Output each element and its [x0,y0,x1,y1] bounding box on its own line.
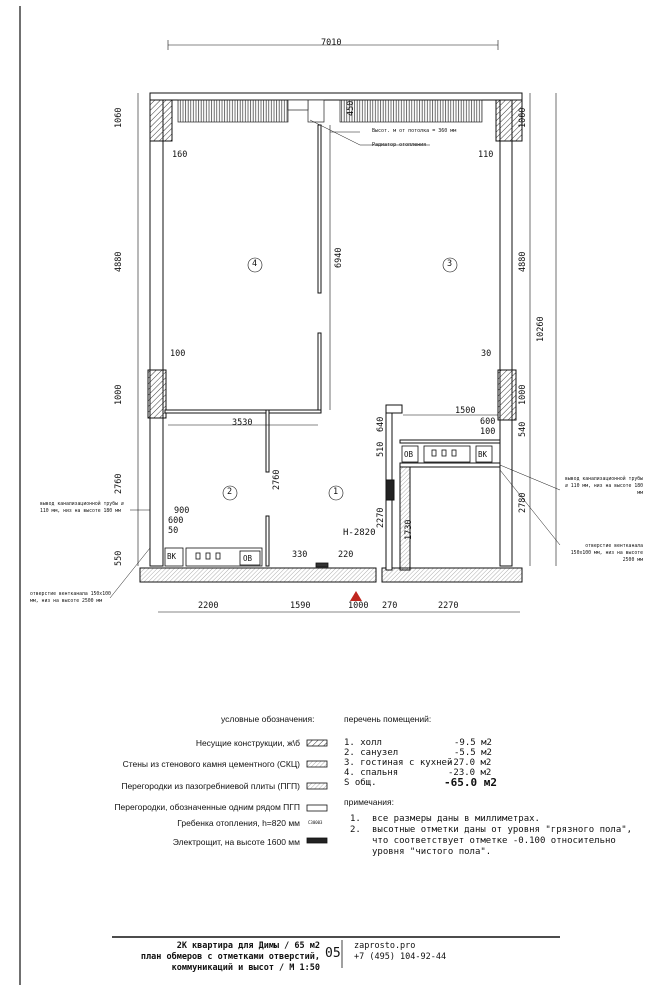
sheet-number: 05 [325,946,341,961]
dim-right-mid: 1000 [518,384,528,405]
dim-bath-100: 100 [480,427,496,437]
dim-partition-6940: 6940 [334,247,344,268]
note-text: высотные отметки даны от уровня "грязного пола", что соответствует отметке -0.100 относительно уровня "чистого пола". [372,825,633,857]
callout-vent-right: отверстие вентканала 150х100 мм, низ на высоте 2500 мм [570,544,643,564]
site-link[interactable]: zaprosto.pro [354,941,416,951]
dim-right-2780: 2780 [518,492,528,513]
hall-vk-label: ВК [167,552,177,561]
dim-bath-600: 600 [480,417,496,427]
callout-vent-left: отверстие вентканала 150х100 мм, низ на высоте 2500 мм [30,592,111,605]
dim-right-540: 540 [518,421,528,437]
legend-item-switchboard: Электрощит, на высоте 1600 мм [172,837,300,847]
dim-left-room4: 4880 [114,251,124,272]
legend-title: условные обозначения: [221,714,315,724]
dim-pnl-330: 330 [292,550,308,560]
room-1-label: 1 [333,487,339,497]
rooms-total-value: -65.0 м2 [444,776,497,789]
title-line-1: 2К квартира для Димы / 65 м2 [176,941,320,951]
title-line-3: коммуникаций и высот / М 1:50 [171,963,320,973]
dim-bot-270: 270 [382,601,398,611]
dim-bath-1730: 1730 [404,519,414,540]
note-text: все размеры даны в миллиметрах. [372,814,540,824]
dim-bot-2200: 2200 [198,601,219,611]
hall-ov-label: ОВ [243,554,253,563]
dim-bot-2270: 2270 [438,601,459,611]
height-mark: Н-2820 [343,528,376,538]
dim-hall-50: 50 [168,526,179,536]
partitions [165,125,500,570]
room-row-name: 1. холл [344,738,382,748]
room-row-area: -9.5 м2 [454,738,492,748]
dim-right-room3: 4880 [518,251,528,272]
dim-wall-30: 30 [481,349,492,359]
legend-item-single-pgp: Перегородки, обозначенные одним рядом ПГП [114,802,300,812]
dim-bath-640: 640 [376,416,386,432]
bath-vk-label: ВК [478,450,488,459]
notes-title: примечания: [344,797,394,807]
dim-span-1500: 1500 [455,406,476,416]
room-row-area: -5.5 м2 [454,748,492,758]
dim-overall-width: 7010 [321,38,342,48]
dim-bath-510: 510 [376,441,386,457]
title-line-2: план обмеров с отметками отверстий, [140,952,320,962]
dim-hall-600: 600 [168,516,184,526]
room-row-area: -23.0 м2 [448,768,492,778]
room-row-name: 3. гостиная с кухней [344,758,453,768]
callout-sewer-left: вывод канализационной трубы ∅ 110 мм, низ на высоте 180 мм [40,502,124,515]
dim-left-bottom: 550 [114,550,124,566]
dim-bot-1590: 1590 [290,601,311,611]
legend-item-skc-walls: Стены из стенового камня цементного (СКЦ) [122,759,300,769]
dim-left-hall: 2760 [114,473,124,494]
dim-left-mid: 1000 [114,384,124,405]
dimension-lines [138,40,556,612]
radiators [178,100,482,122]
callout-sewer-right: вывод канализационной трубы ∅ 110 мм, низ на высоте 180 мм [565,477,643,497]
dim-radiator-450: 450 [346,100,356,116]
bath-ov-label: ОВ [404,450,414,459]
note-number: 2. [350,825,361,835]
phone-number: +7 (495) 104-92-44 [354,952,447,962]
legend-comb-symbol: СЗ0003 [308,820,323,825]
dim-wall-100: 100 [170,349,186,359]
room-row-name: 4. спальня [344,768,399,778]
rooms-total-label: S общ. [344,778,377,788]
dim-bath-2270: 2270 [376,507,386,528]
dim-wall-160: 160 [172,150,188,160]
dim-bot-1000: 1000 [348,601,369,611]
entrance-marker [350,591,362,601]
dim-pnl-220: 220 [338,550,354,560]
outer-walls [140,93,522,582]
room-3-label: 3 [447,259,453,269]
legend-item-heating-comb: Гребенка отопления, h=820 мм [177,818,300,828]
rooms-list-title: перечень помещений: [344,714,432,724]
dim-hall-900: 900 [174,506,190,516]
dim-span-3530: 3530 [232,418,253,428]
dim-wall-110: 110 [478,150,494,160]
room-row-area: -27.0 м2 [448,758,492,768]
legend-symbols [307,740,327,843]
callout-radiator-height: Высот. м от потолка = 360 мм [372,128,457,134]
note-number: 1. [350,814,361,824]
room-row-name: 2. санузел [344,748,399,758]
room-2-label: 2 [227,487,233,497]
dim-partition-2760: 2760 [272,469,282,490]
dim-right-top: 1060 [518,107,528,128]
dim-left-top: 1060 [114,107,124,128]
room-4-label: 4 [252,259,258,269]
dim-right-total: 10260 [536,316,546,342]
legend-item-pgp-partitions: Перегородки из пазогребниевой плиты (ПГП) [121,781,300,791]
callout-radiator: Радиатор отопления [372,142,427,148]
legend-item-load-bearing: Несущие конструкции, ж\б [195,738,300,748]
